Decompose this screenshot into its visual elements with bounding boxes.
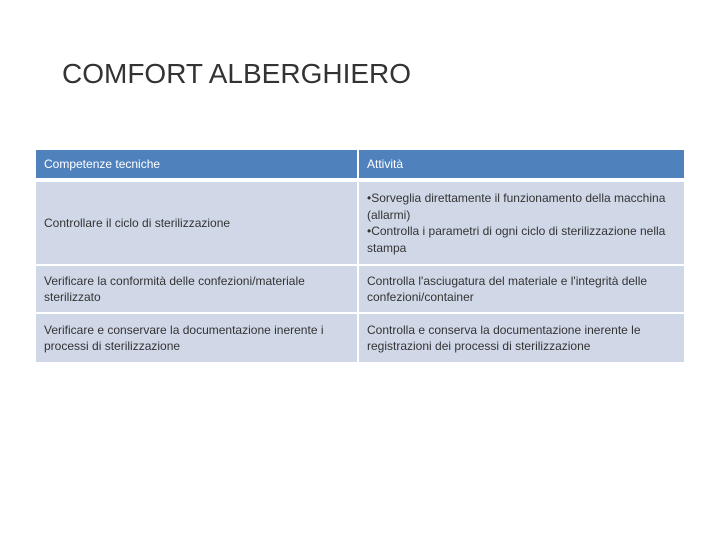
competenza-cell: Verificare e conservare la documentazione inerente i processi di sterilizzazione	[36, 313, 359, 363]
attivita-cell: Controlla l'asciugatura del materiale e l'integrità delle confezioni/container	[359, 265, 684, 313]
attivita-cell	[359, 181, 684, 265]
column-header-attivita: Attività	[359, 150, 684, 181]
competenza-cell: Verificare la conformità delle confezioni/materiale sterilizzato	[36, 265, 359, 313]
column-header-competenze: Competenze tecniche	[36, 150, 359, 181]
table-row	[36, 181, 684, 265]
attivita-bullet: •Controlla i parametri di ogni ciclo di sterilizzazione nella stampa	[367, 224, 666, 255]
table-row	[36, 265, 684, 313]
skills-table	[36, 150, 684, 363]
skills-table-container	[36, 150, 684, 363]
table-row	[36, 313, 684, 363]
attivita-bullet: •Sorveglia direttamente il funzionamento della macchina (allarmi)	[367, 191, 666, 222]
competenza-cell: Controllare il ciclo di sterilizzazione	[36, 181, 359, 265]
slide-title: COMFORT ALBERGHIERO	[62, 58, 412, 89]
table-header-row	[36, 150, 684, 181]
attivita-cell: Controlla e conserva la documentazione inerente le registrazioni dei processi di sterilizzazione	[359, 313, 684, 363]
